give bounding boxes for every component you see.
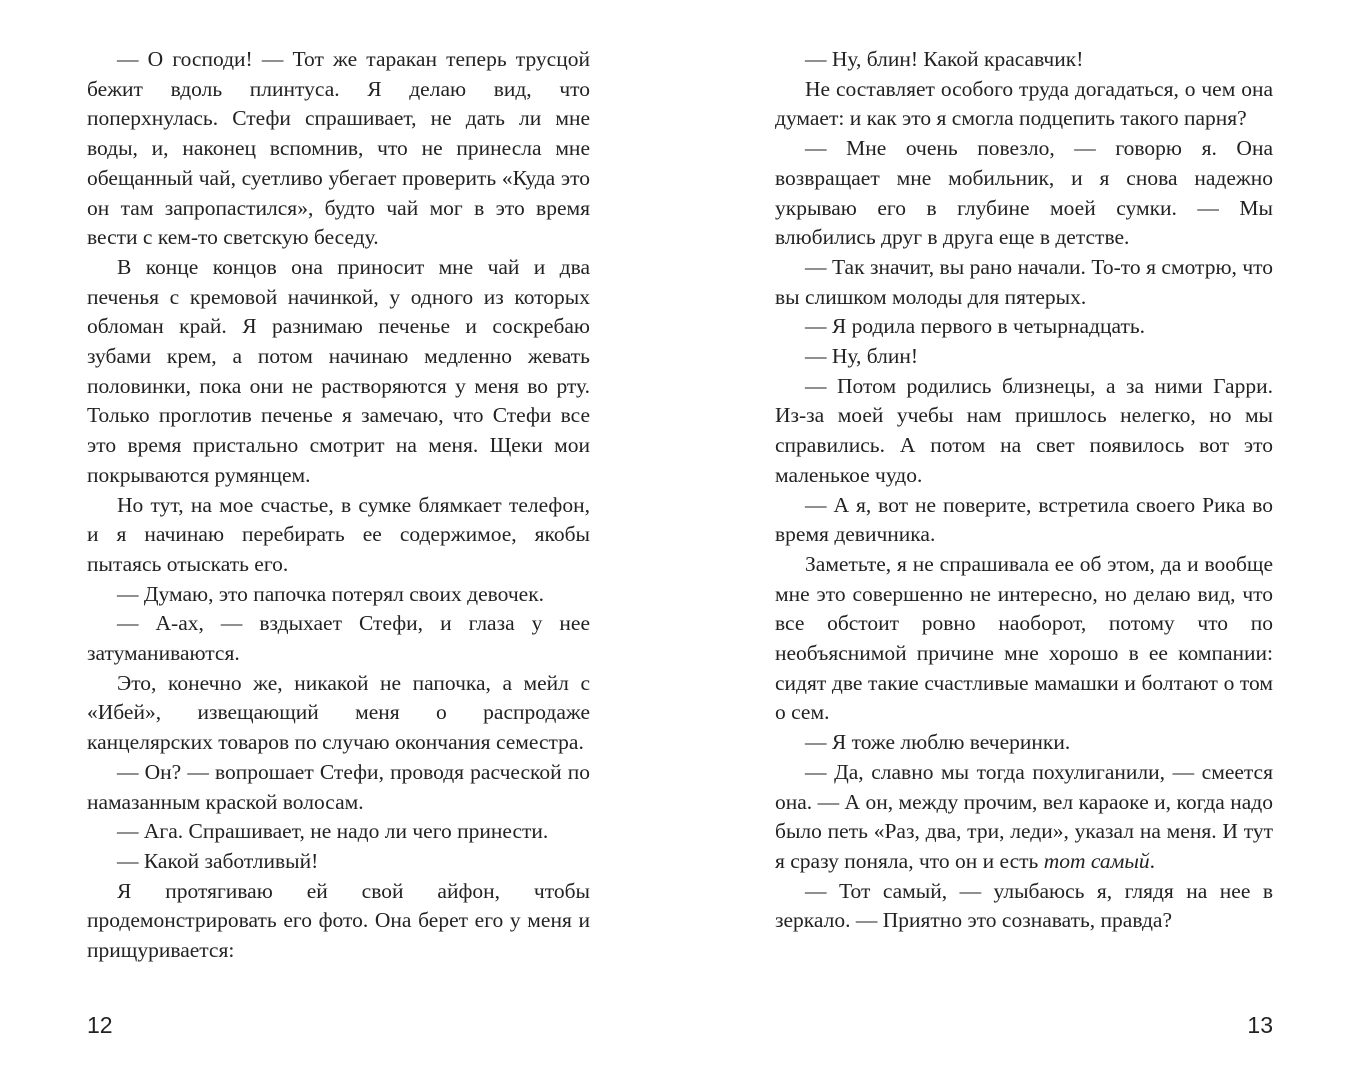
paragraph: Я протягиваю ей свой айфон, чтобы продемонстрировать его фото. Она берет его у меня и прищуривается: xyxy=(87,878,590,963)
paragraph: — Тот самый, — улыбаюсь я, глядя на нее в зеркало. — Приятно это сознавать, правда? xyxy=(775,878,1273,933)
paragraph: — Какой заботливый! xyxy=(117,848,319,873)
paragraph: — А я, вот не поверите, встретила своего Рика во время девичника. xyxy=(775,492,1273,547)
page-left-text xyxy=(87,45,590,966)
text-run: — Да, славно мы тогда похулиганили, — смеется она. — А он, между прочим, вел караоке и, когда надо было петь «Раз, два, три, леди», указал на меня. И тут я сразу поняла, что он и есть xyxy=(775,759,1273,873)
page-right-text xyxy=(775,45,1273,936)
paragraph: — Думаю, это папочка потерял своих девочек. xyxy=(117,581,545,606)
paragraph: Но тут, на мое счастье, в сумке блямкает телефон, и я начинаю перебирать ее содержимое, якобы пытаясь отыскать его. xyxy=(87,492,590,576)
paragraph: — Я родила первого в четырнадцать. xyxy=(805,314,1146,339)
page-left xyxy=(87,0,590,1080)
text-run: . xyxy=(1149,848,1156,873)
page-right xyxy=(775,0,1273,1080)
paragraph: — О господи! — Тот же таракан теперь трусцой бежит вдоль плинтуса. Я делаю вид, что поперхнулась. Стефи спрашивает, не дать ли мне воды, и, наконец вспомнив, что не принесла мне обещанный чай, суетливо убегает проверить «Куда это он там запропастился», будто чай мог в это время вести с кем-то светскую беседу. xyxy=(87,47,590,250)
paragraph: Не составляет особого труда догадаться, о чем она думает: и как это я смогла подцепить такого парня? xyxy=(775,76,1273,131)
paragraph: — Мне очень повезло, — говорю я. Она возвращает мне мобильник, и я снова надежно укрываю его в глубине моей сумки. — Мы влюбились друг в друга еще в детстве. xyxy=(775,136,1273,250)
paragraph: — Потом родились близнецы, а за ними Гарри. Из-за моей учебы нам пришлось нелегко, но мы справились. А потом на свет появилось вот это маленькое чудо. xyxy=(775,373,1273,487)
paragraph: — Ну, блин! Какой красавчик! xyxy=(805,47,1084,71)
paragraph: — Ну, блин! xyxy=(805,344,919,369)
paragraph: Заметьте, я не спрашивала ее об этом, да и вообще мне это совершенно не интересно, но делаю вид, что все обстоит ровно наоборот, потому что по необъяснимой причине мне хорошо в ее компании: сидят две такие счастливые мамашки и болтают о том о сем. xyxy=(775,551,1273,725)
paragraph: — Я тоже люблю вечеринки. xyxy=(805,730,1071,755)
page-number-right: 13 xyxy=(1247,1012,1273,1038)
paragraph: — А-ах, — вздыхает Стефи, и глаза у нее затуманиваются. xyxy=(87,611,590,666)
paragraph xyxy=(775,758,1273,877)
page-number-left: 12 xyxy=(87,1012,113,1038)
paragraph: В конце концов она приносит мне чай и два печенья с кремовой начинкой, у одного из которых обломан край. Я разнимаю печенье и соскребаю зубами крем, а потом начинаю медленно жевать половинки, пока они не растворяются у меня во рту. Только проглотив печенье я замечаю, что Стефи все это время пристально смотрит на меня. Щеки мои покрываются румянцем. xyxy=(87,254,590,487)
italic-text-run: тот самый xyxy=(1043,848,1150,873)
paragraph: — Ага. Спрашивает, не надо ли чего принести. xyxy=(117,819,549,844)
paragraph: Это, конечно же, никакой не папочка, а мейл с «Ибей», извещающий меня о распродаже канцелярских товаров по случаю окончания семестра. xyxy=(87,670,590,755)
paragraph: — Он? — вопрошает Стефи, проводя расческой по намазанным краской волосам. xyxy=(87,759,590,814)
paragraph: — Так значит, вы рано начали. То-то я смотрю, что вы слишком молоды для пятерых. xyxy=(775,254,1273,309)
